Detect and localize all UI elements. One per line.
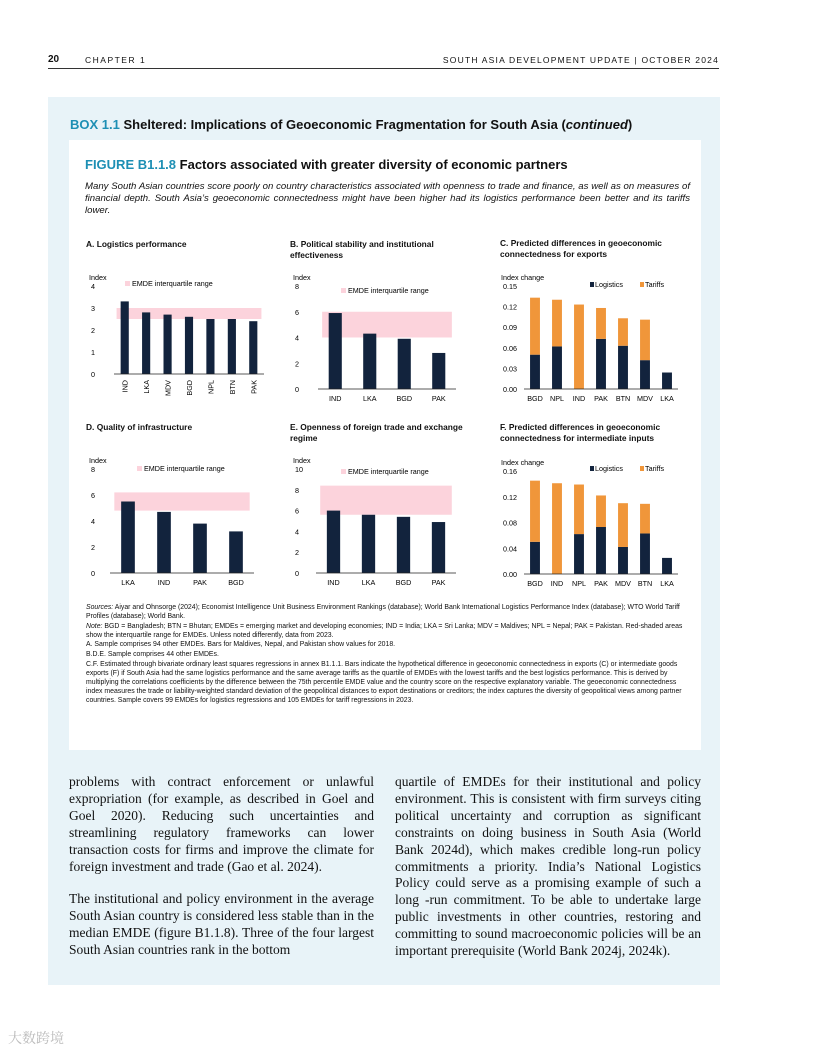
x-tick-label: IND [327, 578, 340, 587]
x-tick-label: LKA [362, 394, 377, 403]
x-tick-label: BTN [615, 394, 631, 403]
y-axis-label: Index change [501, 273, 545, 282]
legend-swatch-tariffs [640, 282, 644, 287]
y-tick-label: 4 [91, 282, 95, 291]
chapter-label: CHAPTER 1 [85, 55, 147, 65]
x-tick-label: LKA [660, 579, 674, 588]
bar-tariffs-bgd [530, 481, 540, 542]
bar-lka [362, 515, 375, 573]
x-tick-label: BGD [185, 380, 194, 396]
notes-cf: C.F. Estimated through bivariate ordinary least squares regressions in annex B1.1.1. Bars indicate the hypothetical difference in geoeconomic connectedness in exports (C) or intermediate goods exports (F) if South Asia had the same logistics performance and the same average tariffs as the quartile of EMDEs with the lowest tariffs and the best logistics performance. This is derived by multiplying the correlations coefficients by the difference between the 75th percentile EMDE value and the country score on the respective explanatory variable. The geoeconomic connectedness index measures the trade or liability-weighted standard deviation of the geopolitical distances to export destinations or creditors; the index captures the diversity of geopolitical views among partner countries. Sample covers 99 EMDEs for logistics regressions and 105 EMDEs for tariff regressions in 2023. [86, 660, 682, 704]
y-axis-label: Index [89, 456, 107, 465]
panel-a-title: A. Logistics performance [86, 239, 187, 249]
x-tick-label: NPL [550, 394, 564, 403]
bar-bgd [185, 317, 193, 374]
legend-label-tariffs: Tariffs [645, 280, 665, 289]
y-tick-label: 3 [91, 304, 95, 313]
notes-sources: Sources: Aiyar and Ohnsorge (2024); Economist Intelligence Unit Business Environment Rankings (database); World Bank International Logistics Performance Index (database); WTO World Tariff Profiles (database); World Bank. [86, 604, 680, 621]
box-title-text: Sheltered: Implications of Geoeconomic Fragmentation for South Asia [123, 117, 558, 132]
figure-title [85, 157, 568, 172]
x-tick-label: PAK [431, 578, 446, 587]
panel-e-title: E. Openness of foreign trade and exchange regime [290, 422, 463, 443]
bar-tariffs-npl [574, 485, 584, 535]
bar-pak [249, 321, 257, 374]
y-tick-label: 8 [295, 485, 299, 495]
bar-logistics-btn [640, 533, 650, 574]
x-tick-label: BGD [228, 578, 244, 587]
body-paragraph: quartile of EMDEs for their institutional and policy environment. This is consistent with firm surveys citing political uncertainty and corruption as significant constraints on doing business in South Asia (World Bank 2024d), which makes credible long-run policy commitments a priority. India’s National Logistics Policy could serve as a promising example of such a long -run commitment. To be able to undertake large public investments in other countries, restoring and committing to sound macroeconomic policies will be an important prerequisite (World Bank 2024j, 2024k). [395, 774, 701, 959]
y-axis-label: Index [89, 273, 107, 282]
bar-pak [193, 524, 207, 573]
bar-logistics-pak [596, 527, 606, 574]
y-tick-label: 0.00 [503, 570, 517, 579]
y-tick-label: 1 [91, 348, 95, 357]
y-tick-label: 2 [91, 326, 95, 335]
y-tick-label: 6 [295, 307, 299, 317]
y-tick-label: 0.04 [503, 544, 517, 554]
x-tick-label: IND [120, 380, 130, 393]
bar-tariffs-btn [618, 318, 628, 345]
bar-tariffs-ind [552, 483, 562, 574]
x-tick-label: LKA [142, 380, 152, 394]
header-rule [48, 68, 719, 69]
emde-band [320, 486, 452, 515]
y-axis-label: Index change [501, 458, 545, 467]
legend-label: EMDE interquartile range [144, 464, 225, 473]
x-tick-label: BTN [227, 380, 237, 395]
chart-c-exports [498, 268, 698, 404]
y-tick-label: 8 [295, 282, 299, 291]
y-tick-label: 6 [295, 506, 299, 516]
page-number: 20 [48, 54, 60, 65]
bar-lka [121, 502, 135, 574]
x-tick-label: NPL [572, 579, 586, 588]
y-tick-label: 0 [295, 385, 299, 394]
x-tick-label: MDV [163, 380, 173, 396]
x-tick-label: PAK [594, 394, 608, 403]
legend-label-logistics: Logistics [595, 464, 623, 473]
figure-label: FIGURE B1.1.8 [85, 157, 177, 172]
legend-label-tariffs: Tariffs [645, 464, 665, 473]
x-tick-label: IND [572, 394, 586, 403]
y-tick-label: 0.12 [503, 302, 517, 312]
x-tick-label: LKA [121, 578, 135, 587]
y-tick-label: 4 [295, 527, 299, 537]
x-tick-label: MDV [615, 579, 631, 588]
notes-note-text: BGD = Bangladesh; BTN = Bhutan; EMDEs = emerging market and developing economies; IND = India; LKA = Sri Lanka; MDV = Maldives; NPL = Nepal; PAK = Pakistan. Red-shaded areas show the interquartile range for EMDEs. Unless noted differently, data from 2023. [86, 622, 683, 639]
bar-tariffs-ind [574, 305, 584, 389]
box-title: BOX 1.1 Sheltered: Implications of Geoeconomic Fragmentation for South Asia (continued) [70, 117, 633, 132]
y-tick-label: 0.12 [503, 492, 517, 502]
figure-subtitle: Many South Asian countries score poorly on country characteristics associated with openness to trade and finance, as well as on measures of financial depth. South Asia’s geoeconomic connectedness might have been higher had its logistics performance been better and its tariffs lower. [85, 181, 690, 217]
y-tick-label: 0.16 [503, 467, 517, 476]
x-tick-label: BGD [395, 578, 412, 587]
figure-title-text: Factors associated with greater diversity of economic partners [179, 157, 568, 172]
x-tick-label: PAK [249, 380, 259, 394]
bar-logistics-lka [662, 373, 672, 389]
y-tick-label: 0 [91, 370, 95, 379]
bar-lka [142, 312, 150, 374]
x-tick-label: PAK [594, 579, 608, 588]
bar-ind [157, 512, 171, 573]
bar-tariffs-bgd [530, 298, 540, 355]
x-tick-label: BGD [396, 394, 413, 403]
x-tick-label: IND [550, 579, 564, 588]
bar-tariffs-npl [552, 300, 562, 347]
bar-mdv [164, 315, 172, 374]
bar-npl [206, 319, 214, 374]
x-tick-label: LKA [660, 394, 674, 403]
y-tick-label: 0.15 [503, 282, 517, 291]
bar-logistics-lka [662, 558, 672, 574]
body-paragraph: The institutional and policy environment in the average South Asian country is considered less stable than in the median EMDE (figure B1.1.8). Three of the four largest South Asian countries rank in the bottom [69, 891, 374, 958]
x-tick-label: NPL [206, 380, 216, 394]
box-title-suffix: continued [565, 117, 628, 132]
y-tick-label: 4 [91, 517, 95, 526]
bar-logistics-btn [618, 346, 628, 389]
bar-logistics-pak [596, 339, 606, 389]
bar-logistics-mdv [640, 360, 650, 389]
y-tick-label: 0.08 [503, 518, 517, 528]
x-tick-label: PAK [431, 394, 446, 403]
chart-b-political-stability [290, 268, 476, 404]
panel-f-title: F. Predicted differences in geoeconomic connectedness for intermediate inputs [500, 422, 661, 443]
legend-swatch-logistics [590, 466, 594, 471]
x-tick-label: BGD [527, 394, 543, 403]
notes-a: A. Sample comprises 94 other EMDEs. Bars for Maldives, Nepal, and Pakistan show values for 2018. [86, 641, 396, 649]
panel-c-title: C. Predicted differences in geoeconomic connectedness for exports [500, 238, 662, 259]
x-tick-label: BGD [527, 579, 543, 588]
bar-tariffs-pak [596, 495, 606, 527]
x-tick-label: IND [157, 578, 171, 587]
panel-b-title: B. Political stability and institutional effectiveness [290, 239, 434, 260]
y-tick-label: 0 [295, 569, 299, 578]
chart-e-trade-openness [290, 451, 476, 591]
panel-d-title: D. Quality of infrastructure [86, 422, 193, 432]
y-axis-label: Index [293, 273, 311, 282]
bar-ind [121, 301, 129, 374]
legend-swatch-tariffs [640, 466, 644, 471]
bar-btn [228, 319, 236, 374]
x-tick-label: IND [329, 394, 342, 403]
bar-tariffs-pak [596, 308, 606, 339]
bar-tariffs-btn [640, 504, 650, 534]
bar-logistics-bgd [530, 355, 540, 389]
chart-d-infrastructure [86, 451, 270, 591]
x-tick-label: LKA [361, 578, 376, 587]
y-tick-label: 2 [295, 359, 299, 369]
bar-bgd [397, 517, 410, 573]
watermark: 大数跨境 [8, 1030, 64, 1046]
bar-logistics-npl [552, 346, 562, 389]
y-tick-label: 2 [295, 548, 299, 558]
bar-ind [327, 511, 340, 573]
body-column-left [69, 774, 374, 975]
legend-label-logistics: Logistics [595, 280, 623, 289]
y-tick-label: 8 [91, 465, 95, 474]
x-tick-label: PAK [193, 578, 207, 587]
y-axis-label: Index [293, 456, 311, 465]
bar-pak [432, 353, 445, 389]
y-tick-label: 0.09 [503, 323, 517, 333]
bar-tariffs-mdv [640, 320, 650, 361]
x-tick-label: BTN [637, 579, 653, 588]
legend-band-swatch [125, 281, 130, 286]
body-paragraph: problems with contract enforcement or unlawful expropriation (for example, as described in Goel and Goel 2020). Reducing such uncertainties and streamlining regulatory frameworks can lower transaction costs for firms and improve the climate for foreign investment and trade (Gao et al. 2024). [69, 774, 374, 874]
y-tick-label: 10 [295, 465, 303, 474]
legend-band-swatch [341, 469, 346, 474]
y-tick-label: 0.03 [503, 364, 517, 374]
bar-logistics-npl [574, 534, 584, 574]
chart-f-intermediate-inputs [498, 451, 698, 591]
y-tick-label: 6 [91, 491, 95, 500]
legend-label: EMDE interquartile range [348, 286, 429, 295]
x-tick-label: MDV [637, 394, 653, 403]
y-tick-label: 2 [91, 543, 95, 552]
box-label: BOX 1.1 [70, 117, 120, 132]
y-tick-label: 0.00 [503, 385, 517, 394]
bar-bgd [229, 531, 243, 573]
bar-logistics-bgd [530, 542, 540, 574]
y-tick-label: 0.06 [503, 343, 517, 353]
legend-label: EMDE interquartile range [348, 467, 429, 476]
chart-a-logistics [86, 268, 270, 404]
bar-logistics-mdv [618, 547, 628, 574]
notes-sources-text: Aiyar and Ohnsorge (2024); Economist Intelligence Unit Business Environment Rankings (database); World Bank International Logistics Performance Index (database); WTO World Tariff Profiles (database); World Bank. [86, 604, 680, 621]
bar-ind [329, 313, 342, 389]
legend-swatch-logistics [590, 282, 594, 287]
body-column-right [395, 774, 701, 976]
legend-label: EMDE interquartile range [132, 279, 213, 288]
publication-title: SOUTH ASIA DEVELOPMENT UPDATE | OCTOBER 2024 [442, 55, 719, 65]
bar-pak [432, 522, 445, 573]
legend-band-swatch [137, 466, 142, 471]
bar-lka [363, 334, 376, 389]
notes-note: Note: BGD = Bangladesh; BTN = Bhutan; EMDEs = emerging market and developing economies; IND = India; LKA = Sri Lanka; MDV = Maldives; NPL = Nepal; PAK = Pakistan. Red-shaded areas show the interquartile range for EMDEs. Unless noted differently, data from 2023. [86, 622, 683, 639]
bar-bgd [398, 339, 411, 389]
notes-bde: B.D.E. Sample comprises 44 other EMDEs. [86, 650, 219, 658]
figure-notes [86, 603, 692, 706]
legend-band-swatch [341, 288, 346, 293]
bar-tariffs-mdv [618, 503, 628, 547]
y-tick-label: 0 [91, 569, 95, 578]
y-tick-label: 4 [295, 333, 299, 343]
